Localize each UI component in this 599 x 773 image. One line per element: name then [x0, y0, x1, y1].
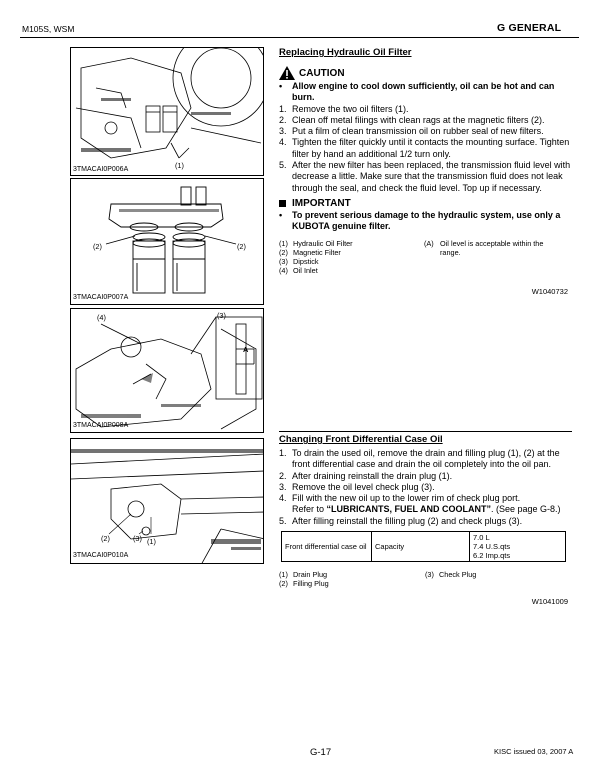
issue-info: KISC issued 03, 2007 A [494, 747, 574, 756]
important-item: • To prevent serious damage to the hydraulic system, use only a KUBOTA genuine filter. [279, 209, 561, 232]
doc-code: W1040732 [531, 286, 568, 296]
caution-item: • Allow engine to cool down sufficiently, oil can be hot and can burn. [279, 81, 555, 103]
figure-id: 3TMACAI0P008A [73, 422, 129, 429]
legend [279, 239, 574, 275]
caution-label: CAUTION [299, 67, 345, 79]
legend-item: (A) Oil level is acceptable within the range. [424, 238, 544, 257]
header-rule [20, 37, 579, 38]
callout: (1) [147, 537, 156, 546]
square-bullet-icon [279, 200, 286, 207]
table-cell: 7.0 L 7.4 U.S.qts 6.2 Imp.qts [470, 532, 566, 562]
section-title: Replacing Hydraulic Oil Filter [279, 47, 412, 58]
legend [279, 570, 574, 588]
legend-item: (3) Check Plug [425, 570, 477, 580]
callout: (2) [237, 242, 246, 251]
section-divider [279, 431, 572, 432]
list-item: 5. After filling reinstall the filling plug (2) and check plugs (3). [279, 515, 523, 526]
warning-icon [279, 66, 295, 80]
steps-list [279, 448, 574, 527]
important-heading [279, 198, 574, 209]
figure-id: 3TMACAI0P007A [73, 294, 129, 301]
legend-item: (1) Hydraulic Oil Filter [279, 238, 353, 248]
legend-item: (2) Magnetic Filter [279, 247, 341, 257]
list-item: 1. Remove the two oil filters (1). [279, 103, 409, 114]
legend-item: (4) Oil Inlet [279, 265, 318, 275]
figure-magnetic-filters [70, 178, 264, 305]
callout: (1) [175, 161, 184, 170]
legend-item: (1) Drain Plug [279, 570, 328, 580]
callout: (3) [217, 311, 226, 320]
callout: (2) [101, 534, 110, 543]
figure-dipstick [70, 308, 264, 433]
steps-list [279, 104, 574, 194]
list-item: 3. Put a film of clean transmission oil on rubber seal of new filters. [279, 126, 544, 137]
section-front-differential [279, 434, 574, 606]
caution-heading [279, 66, 574, 80]
list-item: 4. Fill with the new oil up to the lower rim of check plug port. Refer to “LUBRICANTS, FUEL AND COOLANT”. (See page G-8.) [279, 493, 561, 515]
list-item: 4. Tighten the filter quickly until it contacts the mounting surface. Tighten filter by hand an additional 1/2 turn only. [279, 137, 570, 159]
list-item: 5. After the new filter has been replaced, the transmission fluid level with decrease a little. Make sure that the transmission fluid does not leak through the seal, and check the fluid level. Top up if necessary. [279, 160, 571, 193]
list-item: 2. Clean off metal filings with clean rags at the magnetic filters (2). [279, 114, 545, 125]
figure-id: 3TMACAI0P010A [73, 552, 129, 559]
callout: A [243, 345, 249, 354]
figure-oil-filters [70, 47, 264, 176]
legend-item: (2) Filling Plug [279, 579, 329, 589]
figure-front-differential [70, 438, 264, 564]
capacity-table [281, 531, 566, 562]
callout: (3) [133, 534, 142, 543]
callout: (2) [93, 242, 102, 251]
important-label: IMPORTANT [292, 197, 351, 209]
table-cell: Capacity [372, 532, 470, 562]
callout: (4) [97, 313, 106, 322]
header-model: M105S, WSM [22, 24, 75, 34]
legend-item: (3) Dipstick [279, 256, 319, 266]
page-number: G-17 [310, 747, 332, 758]
list-item: 2. After draining reinstall the drain plug (1). [279, 470, 453, 481]
list-item: 3. Remove the oil level check plug (3). [279, 481, 435, 492]
section-hydraulic-filter [279, 47, 574, 296]
figure-id: 3TMACAI0P006A [73, 166, 129, 173]
section-title: Changing Front Differential Case Oil [279, 434, 443, 445]
list-item: 1. To drain the used oil, remove the drain and filling plug (1), (2) at the front differential case and drain the oil completely into the oil pan. [279, 448, 560, 470]
header-section: G GENERAL [497, 22, 562, 34]
table-cell: Front differential case oil [282, 532, 372, 562]
doc-code: W1041009 [531, 597, 568, 607]
